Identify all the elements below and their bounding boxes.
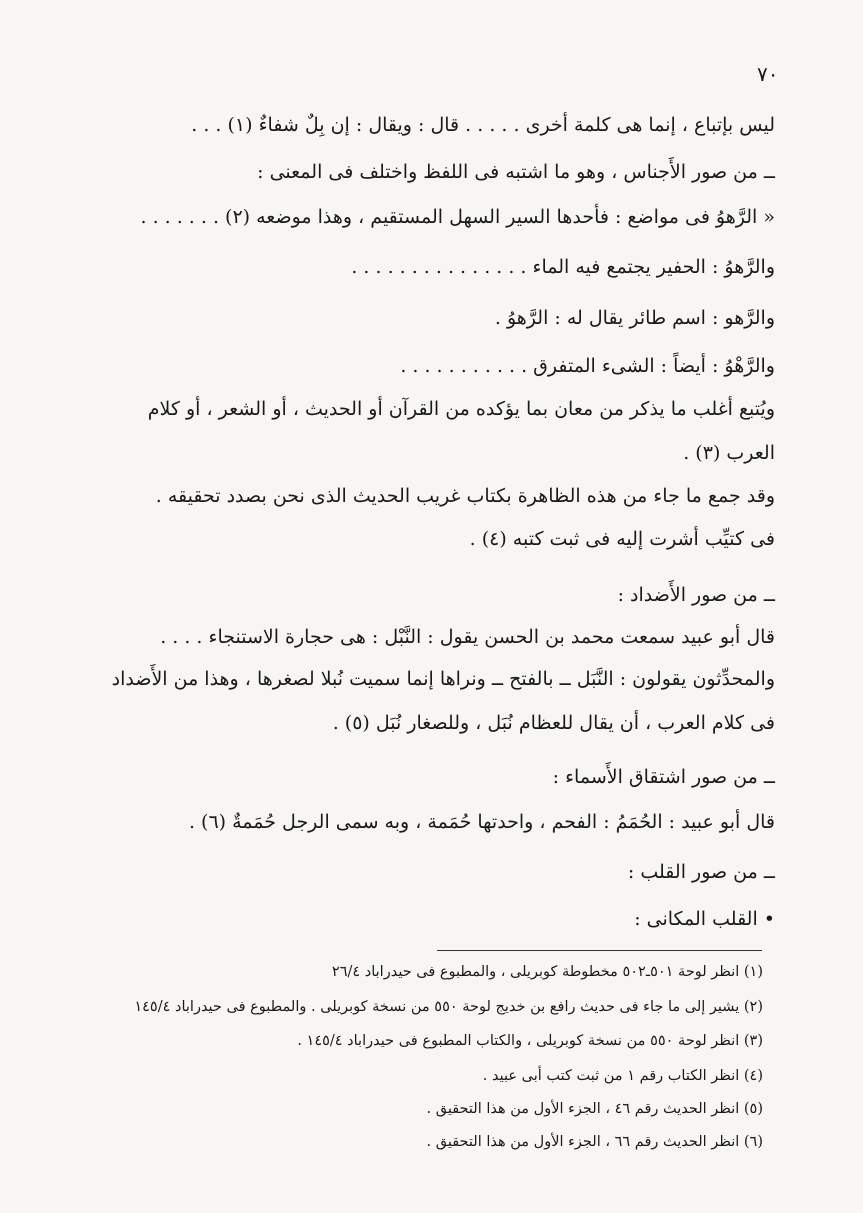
body-line-4: والرَّهوُ : الحفير يجتمع فيه الماء . . . . . . . . . . . . . . .: [351, 256, 775, 278]
body-line-6: والرَّهْوُ : أيضاً : الشىء المتفرق . . . . . . . . . . .: [400, 355, 775, 377]
body-line-7: ويُتبع أغلب ما يذكر من معان بما يؤكده من القرآن أو الحديث ، أو الشعر ، أو كلام: [147, 398, 775, 420]
footnote-6: (٦) انظر الحديث رقم ٦٦ ، الجزء الأول من هذا التحقيق .: [426, 1134, 763, 1150]
body-line-12: قال أبو عبيد سمعت محمد بن الحسن يقول : النَّبْل : هى حجارة الاستنجاء . . . .: [160, 626, 775, 648]
section-heading-qalb: ــ من صور القلب :: [627, 861, 775, 883]
section-heading-ajnas: ــ من صور الأَجناس ، وهو ما اشتبه فى اللفظ واختلف فى المعنى :: [257, 161, 775, 183]
body-line-16: قال أبو عبيد : الحُمَمُ : الفحم ، واحدتها حُمَمة ، وبه سمى الرجل حُمَمةٌ (٦) .: [188, 811, 775, 833]
footnote-5: (٥) انظر الحديث رقم ٤٦ ، الجزء الأول من هذا التحقيق .: [426, 1101, 763, 1117]
footnote-2: (٢) يشير إلى ما جاء فى حديث رافع بن خديج لوحة ٥٥٠ من نسخة كوبريلى . والمطبوع فى حيدراباد ١٤٥/٤: [134, 999, 763, 1015]
footnote-1: (١) انظر لوحة ٥٠١ـ٥٠٢ مخطوطة كوبريلى ، والمطبوع فى حيدراباد ٢٦/٤: [331, 964, 763, 980]
footnote-separator: [437, 950, 762, 951]
footnote-4: (٤) انظر الكتاب رقم ١ من ثبت كتب أبى عبيد .: [482, 1068, 763, 1084]
body-line-13: والمحدِّثون يقولون : النَّبَل ــ بالفتح ــ ونراها إنما سميت نُبلا لصغرها ، وهذا من الأَضداد: [111, 668, 775, 690]
body-line-8: العرب (٣) .: [683, 442, 775, 464]
body-line-3: « الرَّهوُ فى مواضع : فأحدها السير السهل المستقيم ، وهذا موضعه (٢) . . . . . . .: [140, 206, 775, 228]
section-heading-addad: ــ من صور الأَضداد :: [617, 584, 775, 606]
page-number: ٧٠: [757, 62, 779, 86]
body-line-5: والرَّهو : اسم طائر يقال له : الرَّهوُ .: [494, 307, 775, 329]
body-line-9: وقد جمع ما جاء من هذه الظاهرة بكتاب غريب الحديث الذى نحن بصدد تحقيقه .: [155, 485, 775, 507]
body-line-10: فى كتيِّب أشرت إليه فى ثبت كتبه (٤) .: [469, 528, 775, 550]
section-heading-qalb-makani: • القلب المكانى :: [634, 908, 775, 930]
body-line-14: فى كلام العرب ، أن يقال للعظام نُبَل ، وللصغار نُبَل (٥) .: [332, 712, 775, 734]
section-heading-ishtiqaq: ــ من صور اشتقاق الأَسماء :: [552, 766, 775, 788]
body-line-1: ليس بإتباع ، إنما هى كلمة أخرى . . . . . قال : ويقال : إن بِلٌ شفاءٌ (١) . . .: [191, 114, 775, 136]
footnote-3: (٣) انظر لوحة ٥٥٠ من نسخة كوبريلى ، والكتاب المطبوع فى حيدراباد ١٤٥/٤ .: [297, 1033, 763, 1049]
